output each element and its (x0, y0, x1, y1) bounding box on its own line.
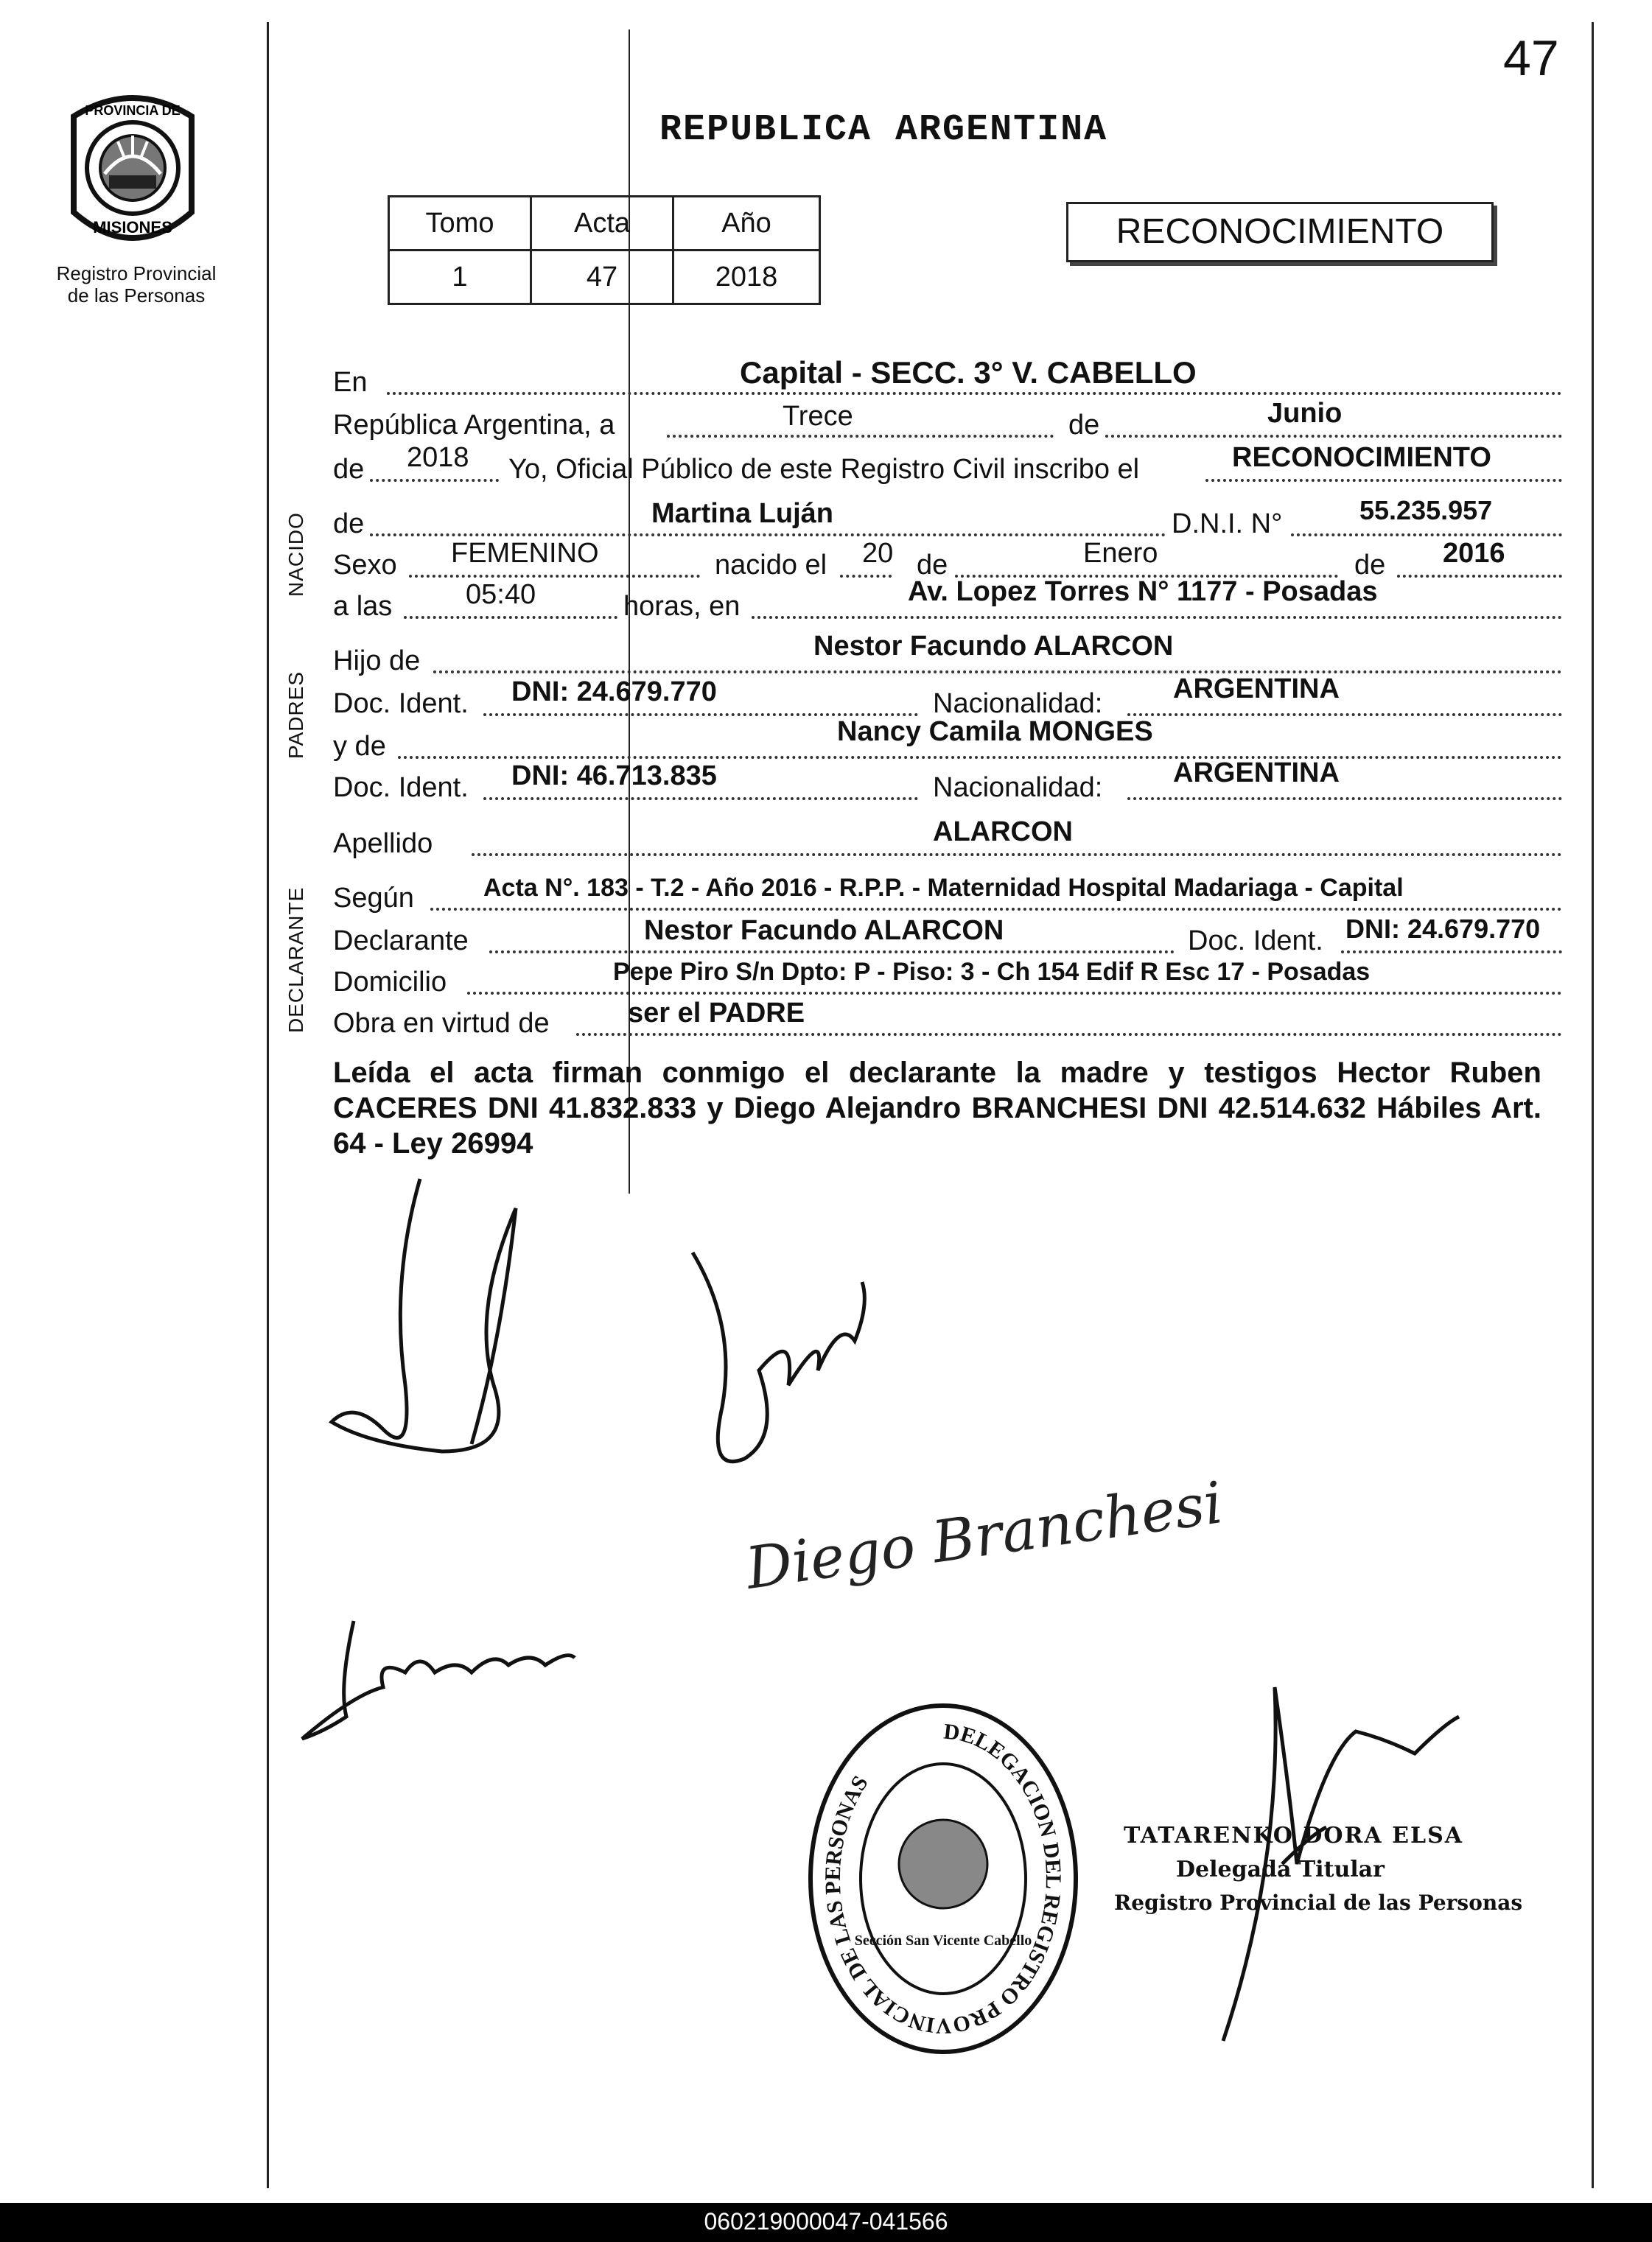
svg-text:PROVINCIA DE: PROVINCIA DE (85, 103, 181, 118)
de-label: de (1068, 410, 1100, 441)
de-label: de (917, 550, 948, 581)
value-acta: 47 (531, 251, 673, 304)
dotted-leader (467, 992, 1562, 995)
dni-label: D.N.I. N° (1172, 508, 1283, 539)
y-de-label: y de (333, 731, 386, 762)
nacionalidad-label: Nacionalidad: (933, 772, 1103, 803)
value-tomo: 1 (389, 251, 531, 304)
birth-year-value: 2016 (1443, 538, 1505, 569)
official-signature (1194, 1643, 1474, 2056)
birth-day-value: 20 (862, 538, 894, 569)
side-label-nacido: NACIDO (284, 512, 307, 597)
dotted-leader (398, 756, 1562, 759)
left-margin-line (267, 22, 269, 2188)
svg-text:DELEGACION DEL REGISTRO PROVIN: DELEGACION DEL REGISTRO PROVINCIAL DE LAS PERSONAS (820, 1719, 1066, 2039)
de-label: de (1354, 550, 1386, 581)
father-name-value: Nestor Facundo ALARCON (813, 631, 1174, 662)
surname-value: ALARCON (933, 816, 1073, 847)
doc-ident-label: Doc. Ident. (333, 772, 469, 803)
child-dni-value: 55.235.957 (1359, 495, 1493, 525)
doc-ident-label: Doc. Ident. (333, 688, 469, 719)
registry-stamp (803, 1695, 1083, 2063)
dotted-leader (1397, 575, 1562, 578)
table-row (389, 251, 820, 304)
inscription-text: Yo, Oficial Público de este Registro Civil inscribo el (508, 454, 1140, 485)
mother-signature (678, 1238, 884, 1503)
footer-barcode-text: 060219000047-041566 (704, 2208, 948, 2235)
official-name: TATARENKO DORA ELSA (1124, 1823, 1464, 1849)
witness-caceres-signature (295, 1606, 589, 1754)
father-nationality-value: ARGENTINA (1173, 673, 1340, 704)
mother-name-value: Nancy Camila MONGES (837, 716, 1153, 747)
apellido-label: Apellido (333, 828, 433, 859)
sex-value: FEMENINO (451, 538, 599, 569)
obra-label: Obra en virtud de (333, 1008, 550, 1039)
dotted-leader (1127, 713, 1562, 716)
official-office: Registro Provincial de las Personas (1114, 1891, 1523, 1915)
horas-label: horas, en (623, 591, 741, 622)
day-value: Trece (783, 401, 853, 432)
side-label-padres: PADRES (284, 670, 307, 759)
dotted-leader (752, 616, 1562, 619)
act-type-value: RECONOCIMIENTO (1232, 442, 1491, 473)
dotted-leader (840, 575, 892, 578)
page-title: REPUBLICA ARGENTINA (659, 109, 1108, 151)
dotted-leader (370, 479, 499, 482)
father-dni-value: DNI: 24.679.770 (511, 676, 717, 707)
birth-month-value: Enero (1083, 538, 1158, 569)
de-label: de (333, 454, 365, 485)
dotted-leader (1105, 435, 1562, 438)
birth-place-value: Av. Lopez Torres N° 1177 - Posadas (908, 576, 1378, 607)
de-label: de (333, 508, 365, 539)
dotted-leader (430, 908, 1562, 911)
provincia-de-misiones-seal-icon (52, 87, 214, 256)
en-label: En (333, 367, 368, 398)
dotted-leader (433, 670, 1562, 673)
place-value: Capital - SECC. 3° V. CABELLO (740, 355, 1197, 390)
dotted-leader (1291, 533, 1562, 536)
dotted-leader (370, 533, 1166, 536)
nacionalidad-label: Nacionalidad: (933, 688, 1103, 719)
dotted-leader (1127, 797, 1562, 800)
table-header-row (389, 197, 820, 251)
value-ano: 2018 (673, 251, 820, 304)
mother-nationality-value: ARGENTINA (1173, 757, 1340, 788)
year-value: 2018 (407, 442, 469, 473)
nacido-label: nacido el (715, 550, 827, 581)
registry-caption: Registro Provincial de las Personas (56, 262, 217, 306)
month-value: Junio (1267, 398, 1343, 429)
dotted-leader (1341, 950, 1562, 953)
birth-time-value: 05:40 (466, 579, 536, 610)
dotted-leader (404, 616, 617, 619)
declarante-label: Declarante (333, 925, 469, 956)
header-ano: Año (673, 197, 820, 251)
dotted-leader (576, 1033, 1562, 1036)
declarant-name-value: Nestor Facundo ALARCON (644, 915, 1004, 946)
birth-record-value: Acta N°. 183 - T.2 - Año 2016 - R.P.P. - Maternidad Hospital Madariaga - Capital (483, 874, 1404, 902)
witness-signature: Diego Branchesi (741, 1470, 1227, 1602)
dotted-leader (483, 797, 918, 800)
child-name-value: Martina Luján (651, 498, 834, 529)
dotted-leader (667, 435, 1054, 438)
document-type-box: RECONOCIMIENTO (1066, 202, 1494, 262)
acta-reference-table (388, 195, 821, 305)
dotted-leader (489, 950, 1175, 953)
declarant-signature (324, 1164, 589, 1503)
mother-dni-value: DNI: 46.713.835 (511, 760, 717, 791)
hijo-label: Hijo de (333, 645, 421, 676)
segun-label: Según (333, 883, 414, 914)
capacity-value: ser el PADRE (628, 998, 805, 1029)
right-margin-line (1592, 22, 1594, 2188)
header-acta: Acta (531, 197, 673, 251)
address-value: Pepe Piro S/n Dpto: P - Piso: 3 - Ch 154 Edif R Esc 17 - Posadas (613, 958, 1371, 986)
header-tomo: Tomo (389, 197, 531, 251)
sexo-label: Sexo (333, 550, 397, 581)
domicilio-label: Domicilio (333, 967, 447, 998)
dotted-leader (409, 575, 700, 578)
a-las-label: a las (333, 591, 393, 622)
dotted-leader (387, 392, 1562, 395)
official-role: Delegada Titular (1176, 1857, 1385, 1882)
closing-statement: Leída el acta firman conmigo el declarante la madre y testigos Hector Ruben CACERES DNI 41.832.833 y Diego Alejandro BRANCHESI DNI 42.514.632 Hábiles Art. 64 - Ley 26994 (333, 1057, 1541, 1160)
republica-label: República Argentina, a (333, 410, 615, 441)
side-label-declarante: DECLARANTE (284, 886, 307, 1033)
svg-text:MISIONES: MISIONES (93, 218, 172, 237)
page-number: 47 (1503, 30, 1559, 86)
svg-text:Sección San Vicente Cabello: Sección San Vicente Cabello (854, 1933, 1032, 1949)
dotted-leader (1205, 479, 1562, 482)
doc-ident-label: Doc. Ident. (1188, 925, 1323, 956)
declarant-dni-value: DNI: 24.679.770 (1345, 914, 1541, 944)
dotted-leader (472, 853, 1562, 856)
